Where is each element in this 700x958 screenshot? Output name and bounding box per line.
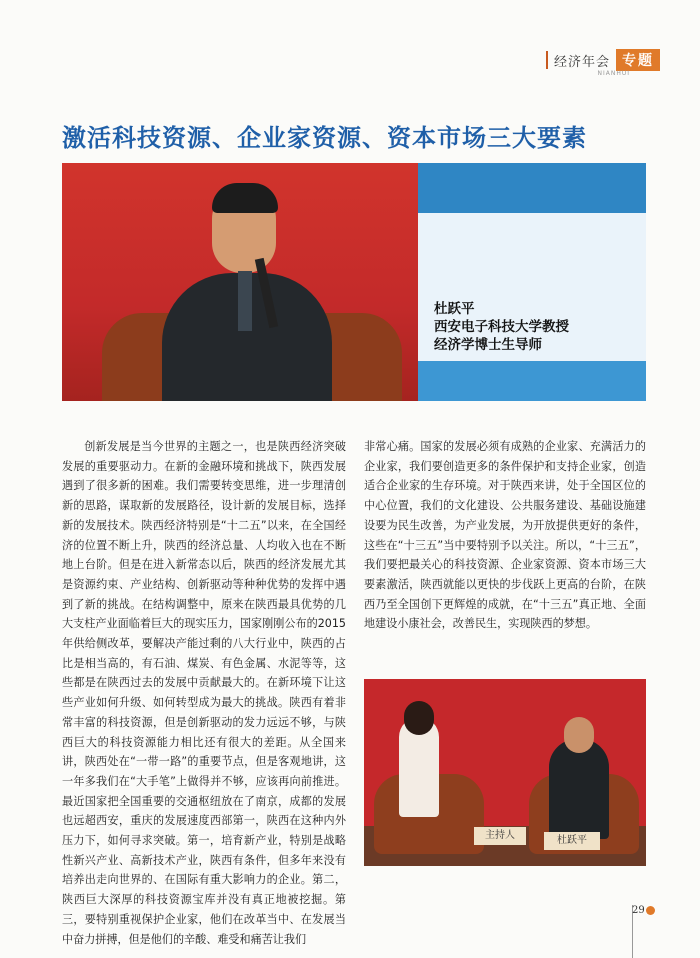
speaker-role: 经济学博士生导师	[434, 337, 542, 353]
interview-photo	[364, 679, 646, 866]
speaker-photo	[62, 163, 418, 401]
page-dot-icon	[646, 906, 655, 915]
caption-panel	[418, 163, 646, 401]
page-number	[632, 905, 655, 916]
article-paragraph: 创新发展是当今世界的主题之一，也是陕西经济突破发展的重要驱动力。在新的金融环境和挑战下，陕西发展遇到了很多新的困难。我们需要转变思维，进一步理清创新的思路，谋取新的发展路径，设计新的发展目标，选择新的发展技术。陕西经济特别是“十二五”以来，在全国经济的位置不断上升，陕西的经济总量、人均收入也在不断地上台阶。但是在进入新常态以后，陕西的经济发展尤其是资源约束、产业结构、创新驱动等种种优势的发挥中遇到了新的挑战。在结构调整中，原来在陕西最具优势的几大支柱产业面临着巨大的现实压力，国家刚刚公布的2015年供给侧改革，要解决产能过剩的八大行业中，陕西的占比是相当高的，有石油、煤炭、有色金属、水泥等等，这些都是在陕西过去的发展中贡献最大的。在新环境下让这些产业如何升级、如何转型成为最大的挑战。陕西有着非常丰富的科技资源，但是创新驱动的发力远远不够，与陕西巨大的科技资源能力相比还有很大的差距。从全国来讲，陕西处在“一带一路”的重要节点，但是客观地讲，这一年多我们在“大手笔”上做得并不够，应该再向前推进。最近国家把全国重要的交通枢纽放在了南京，成都的发展也远超西安，重庆的发展速度西部第一，陕西在这种内外压力下，如何寻求突破。第一，培育新产业，特别是战略性新兴产业、高新技术产业，陕西有条件，但多年来没有培养出走向世界的、在国际有重大影响力的企业。第二，陕西巨大深厚的科技资源宝库并没有真正地被挖掘。第三，要特别重视保护企业家，他们在改革当中、在发展当中奋力拼搏，但是他们的辛酸、难受和痛苦让我们	[62, 440, 346, 946]
speaker-name: 杜跃平	[434, 301, 475, 317]
header-divider	[546, 51, 548, 69]
section-pinyin: NIANHUI	[597, 70, 630, 77]
page-number-text: 29	[632, 905, 645, 916]
topic-tag: 专题	[616, 49, 660, 71]
host-nameplate: 主持人	[474, 827, 526, 845]
speaker-affiliation: 西安电子科技大学教授	[434, 319, 569, 335]
section-header	[546, 48, 660, 77]
guest-nameplate: 杜跃平	[544, 832, 600, 850]
article-column-left	[62, 437, 346, 949]
speaker-caption	[434, 300, 569, 354]
article-paragraph: 非常心痛。国家的发展必须有成熟的企业家、充满活力的企业家，我们要创造更多的条件保护和支持企业家，创造适合企业家的生存环境。对于陕西来讲，处于全国区位的中心位置，我们的文化建设、公共服务建设、基础设施建设要为民生改善，为产业发展，为开放提供更好的条件，这些在“十三五”当中要特别予以关注。所以，“十三五”，我们要把最关心的科技资源、企业家资源、资本市场三大要素激活，陕西就能以更快的步伐跃上更高的台阶，在陕西乃至全国创下更辉煌的成就，在“十三五”真正地、全面地建设小康社会，改善民生，实现陕西的梦想。	[364, 440, 646, 631]
section-name: 经济年会	[553, 54, 610, 70]
article-title: 激活科技资源、企业家资源、资本市场三大要素	[62, 124, 587, 152]
article-column-right	[364, 437, 646, 634]
